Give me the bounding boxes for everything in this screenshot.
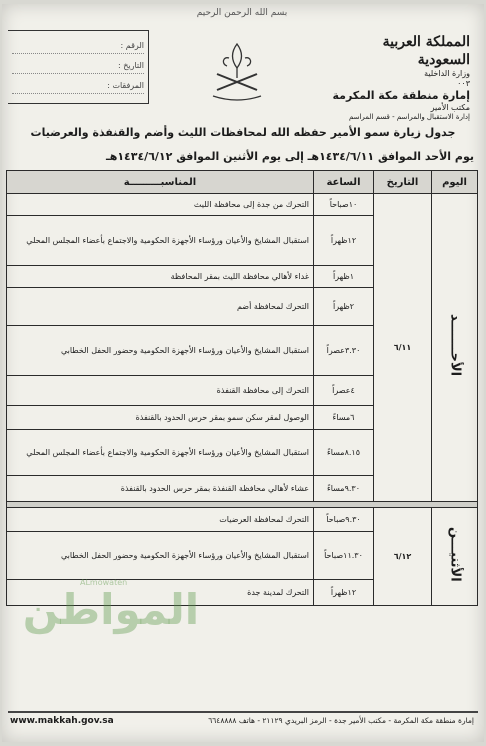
activity-cell: استقبال المشايخ والأعيان ورؤساء الأجهزة الحكومية وحضور الحفل الخطابي <box>7 326 314 376</box>
date-cell-sunday: ٦/١١ <box>374 194 432 502</box>
activity-cell: التحرك لمحافظة أضم <box>7 288 314 326</box>
time-cell: ٩.٣٠صباحاً <box>314 508 374 532</box>
time-cell: ٢ظهراً <box>314 288 374 326</box>
activity-cell: غداء لأهالي محافظة الليث بمقر المحافظة <box>7 266 314 288</box>
ministry-code: ٠٠٣ <box>457 79 470 88</box>
activity-cell: استقبال المشايخ والأعيان ورؤساء الأجهزة الحكومية والاجتماع بأعضاء المجلس المحلي <box>7 430 314 476</box>
footer-divider <box>8 711 478 713</box>
time-cell: ٤عصراً <box>314 376 374 406</box>
office-name: مكتب الأمير <box>430 102 470 112</box>
day-cell-monday: الأثنيـــن <box>432 508 478 606</box>
schedule-date-range: يوم الأحد الموافق ١٤٣٤/٦/١١هـ إلى يوم الأثنين الموافق ١٤٣٤/٦/١٢هـ <box>105 150 474 163</box>
header-occasion: المناسبـــــــــة <box>7 171 314 194</box>
header-time: الساعة <box>314 171 374 194</box>
time-cell: ١ظهراً <box>314 266 374 288</box>
table-row <box>7 194 478 216</box>
table-row <box>7 508 478 532</box>
time-cell: ٩.٣٠مساءً <box>314 476 374 502</box>
watermark-logo: المواطن <box>22 585 200 634</box>
reference-number-field: الرقم : <box>12 41 144 54</box>
reference-attachments-field: المرفقات : <box>12 81 144 94</box>
day-cell-sunday: الأحـــــــد <box>432 194 478 502</box>
activity-cell: استقبال المشايخ والأعيان ورؤساء الأجهزة الحكومية وحضور الحفل الخطابي <box>7 532 314 580</box>
reference-box <box>8 30 149 104</box>
footer-website: www.makkah.gov.sa <box>10 716 114 726</box>
activity-cell: الوصول لمقر سكن سمو بمقر حرس الحدود بالقنفذة <box>7 406 314 430</box>
table-header-row <box>7 171 478 194</box>
activity-cell: التحرك من جدة إلى محافظة الليث <box>7 194 314 216</box>
activity-cell: التحرك لمدينة جدة <box>7 580 314 606</box>
time-cell: ٨.١٥مساءً <box>314 430 374 476</box>
watermark-latin: ALmowaten <box>80 578 128 587</box>
department-name: إدارة الاستقبال والمراسم - قسم المراسم <box>348 112 470 121</box>
ministry-name: وزارة الداخلية <box>424 69 470 78</box>
emirate-name: إمارة منطقة مكة المكرمة <box>332 89 470 102</box>
activity-cell: استقبال المشايخ والأعيان ورؤساء الأجهزة الحكومية والاجتماع بأعضاء المجلس المحلي <box>7 216 314 266</box>
kingdom-name: المملكة العربية السعودية <box>382 34 470 68</box>
schedule-title: جدول زيارة سمو الأمير حفظه الله لمحافظات الليث وأضم والقنفذة والعرضيات <box>30 126 456 139</box>
header-day: اليوم <box>432 171 478 194</box>
basmala: بسم الله الرحمن الرحيم <box>196 8 288 18</box>
time-cell: ١٠صباحاً <box>314 194 374 216</box>
ministry-header <box>330 34 470 122</box>
time-cell: ٣.٣٠عصراً <box>314 326 374 376</box>
header-date: التاريخ <box>374 171 432 194</box>
activity-cell: عشاء لأهالي محافظة القنفذة بمقر حرس الحدود بالقنفذة <box>7 476 314 502</box>
time-cell: ٦مساءً <box>314 406 374 430</box>
footer-address: إمارة منطقة مكة المكرمة - مكتب الأمير جدة - الرمز البريدي ٢١١٢٩ - هاتف ٦٦٤٨٨٨٨ <box>208 716 474 725</box>
document-page <box>2 4 484 742</box>
reference-date-field: التاريخ : <box>12 61 144 74</box>
time-cell: ١١.٣٠صباحاً <box>314 532 374 580</box>
activity-cell: التحرك لمحافظة العرضيات <box>7 508 314 532</box>
time-cell: ١٢ظهراً <box>314 216 374 266</box>
saudi-emblem-icon <box>207 38 267 104</box>
date-cell-monday: ٦/١٢ <box>374 508 432 606</box>
time-cell: ١٢ظهراً <box>314 580 374 606</box>
activity-cell: التحرك إلى محافظة القنفذة <box>7 376 314 406</box>
schedule-table <box>6 170 478 606</box>
